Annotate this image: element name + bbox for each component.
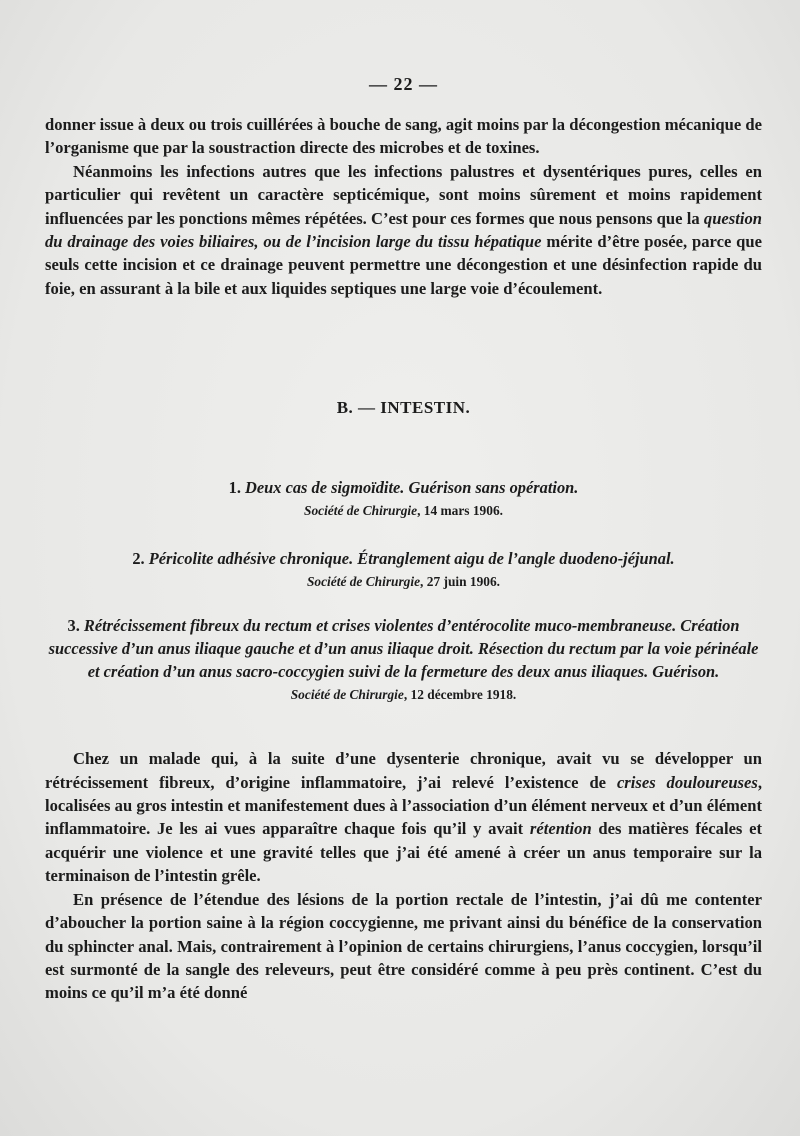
entry-journal: Société de Chirurgie	[304, 503, 418, 519]
entry-title-text: Rétrécissement fibreux du rectum et crises violentes d’entérocolite muco-membraneuse. Création successive d’un anus iliaque gauche et d’un anus iliaque droit. Résection du rectum par la voie périnéale et création d’un anus sacro-coccygien suivi de la fermeture des deux anus iliaques. Guérison.	[48, 616, 759, 682]
paragraph-septicemic-italic: question du drainage des voies biliaires, ou de l’incision large du tissu hépatique	[45, 208, 762, 252]
entry-title-text: Deux cas de sigmoïdite. Guérison sans opération.	[245, 478, 579, 498]
entry-reference	[45, 501, 762, 521]
paragraph-case-text-2: , localisées au gros intestin et manifestement dues à l’association d’un élément nerveux et d’un élément inflammatoire. Je les ai vues apparaître chaque fois qu’il y avait	[45, 772, 762, 839]
entry-journal: Société de Chirurgie	[290, 687, 404, 703]
entry-date: , 14 mars 1906.	[417, 503, 503, 519]
entry-title-text: Péricolite adhésive chronique. Étranglement aigu de l’angle duodeno-jéjunal.	[148, 549, 675, 569]
paragraph-septicemic	[45, 160, 762, 300]
entry-reference	[45, 572, 762, 592]
paragraph-case-italic-2: rétention	[529, 819, 592, 839]
paragraph-septicemic-text-1: Néanmoins les infections autres que les infections palustres et dysentériques pures, celles en particulier qui revêtent un caractère septicémique, sont moins sûrement et moins rapidement influencées par les ponctions mêmes répétées. C’est pour ces formes que nous pensons que la	[45, 161, 762, 228]
entry-number: 3.	[67, 616, 80, 636]
entry-number: 1.	[228, 478, 241, 498]
entry-number: 2.	[132, 549, 145, 569]
paragraph-intro: donner issue à deux ou trois cuillérées à bouche de sang, agit moins par la décongestion mécanique de l’organisme que par la soustraction directe des microbes et de toxines.	[45, 115, 762, 158]
bibliography-entry	[45, 476, 762, 521]
paragraph-septicemic-text-2: mérite d’être posée, parce que seuls cette incision et ce drainage peuvent permettre une décongestion et une désinfection rapide du foie, en assurant à la bile et aux liquides septiques une large voie d’écoulement.	[45, 232, 762, 298]
section-title: B. — INTESTIN.	[336, 398, 471, 418]
entry-title	[45, 547, 762, 570]
entry-date: , 27 juin 1906.	[420, 574, 501, 590]
bibliography-entry	[45, 547, 762, 592]
entry-journal: Société de Chirurgie	[306, 574, 421, 590]
paragraph-coccygeal: En présence de l’étendue des lésions de la portion rectale de l’intestin, j’ai dû me contenter d’aboucher la portion saine à la région coccygienne, me privant ainsi du bénéfice de la conservation du sphincter anal. Mais, contrairement à l’opinion de certains chirurgiens, l’anus coccygien, lorsqu’il est surmonté de la sangle des releveurs, peut être considéré comme à peu près continent. C’est du moins ce qu’il m’a été donné	[45, 889, 762, 1003]
paragraph-case-text-1: Chez un malade qui, à la suite d’une dysenterie chronique, avait vu se développer un rétrécissement fibreux, d’origine inflammatoire, j’ai relevé l’existence de	[45, 749, 762, 792]
entry-reference	[45, 685, 762, 705]
paragraph-case	[45, 747, 762, 887]
page-number: — 22 —	[369, 74, 438, 94]
entry-title	[45, 476, 762, 499]
paragraph-case-italic-1: crises douloureuses	[616, 772, 758, 792]
paragraph-case-text-3: des matières fécales et acquérir une violence et une gravité telles que j’ai été amené à créer un anus temporaire sur la terminaison de l’intestin grêle.	[45, 819, 763, 886]
entry-date: , 12 décembre 1918.	[403, 687, 517, 703]
bibliography-entry	[45, 614, 762, 705]
entry-title	[45, 614, 762, 683]
